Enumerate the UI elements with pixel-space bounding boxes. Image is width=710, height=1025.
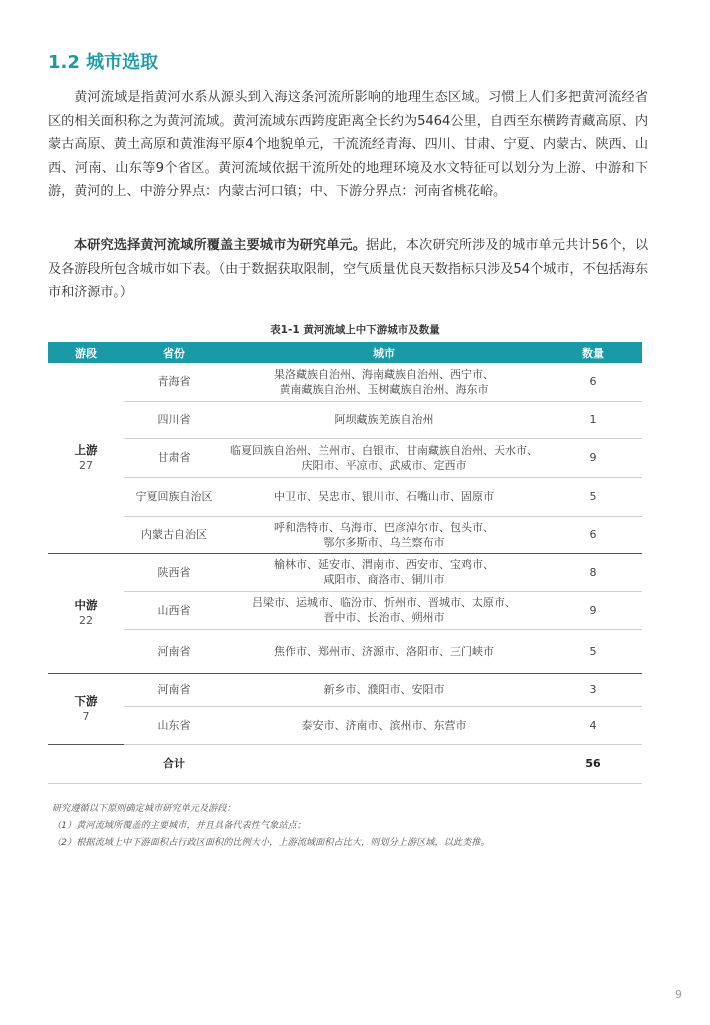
cities-line: 庆阳市、平凉市、武威市、定西市 — [301, 458, 467, 472]
count-cell: 5 — [544, 477, 642, 516]
note-item: （1）黄河流域所覆盖的主要城市，并且具备代表性气象站点； — [52, 820, 306, 831]
province-cell: 甘肃省 — [124, 438, 224, 477]
total-label: 合计 — [124, 744, 224, 783]
table-notes — [52, 800, 490, 851]
table-row — [48, 629, 642, 673]
count-cell: 8 — [544, 553, 642, 591]
cities-line: 阿坝藏族羌族自治州 — [334, 413, 434, 426]
province-cell: 山西省 — [124, 591, 224, 629]
cities-line: 吕梁市、运城市、临汾市、忻州市、晋城市、太原市、 — [252, 596, 516, 609]
cities-cell — [224, 363, 544, 401]
segment-lower-count: 7 — [82, 709, 90, 723]
table-row — [48, 516, 642, 553]
province-cell: 内蒙古自治区 — [124, 516, 224, 553]
count-cell: 1 — [544, 401, 642, 438]
segment-lower — [48, 673, 124, 744]
province-cell: 陕西省 — [124, 553, 224, 591]
city-table — [48, 342, 642, 784]
table-row — [48, 673, 642, 706]
cities-cell — [224, 401, 544, 438]
table-row — [48, 477, 642, 516]
total-count: 56 — [544, 744, 642, 783]
cities-line: 泰安市、济南市、滨州市、东营市 — [301, 718, 467, 732]
cities-line: 黄南藏族自治州、玉树藏族自治州、海东市 — [279, 382, 489, 396]
segment-upper-name: 上游 — [74, 442, 98, 457]
cities-line: 晋中市、长治市、朔州市 — [323, 611, 445, 624]
cities-line: 呼和浩特市、乌海市、巴彦淖尔市、包头市、 — [274, 520, 494, 534]
segment-middle-count: 22 — [79, 614, 93, 627]
page-number: 9 — [675, 988, 682, 1001]
segment-middle-name: 中游 — [74, 598, 98, 612]
cities-cell — [224, 591, 544, 629]
cities-cell — [224, 438, 544, 477]
province-cell: 四川省 — [124, 401, 224, 438]
table-header-row — [48, 342, 642, 363]
cities-line: 新乡市、濮阳市、安阳市 — [323, 683, 445, 696]
count-cell: 6 — [544, 363, 642, 401]
cities-cell — [224, 706, 544, 744]
method-paragraph-lead: 本研究选择黄河流域所覆盖主要城市为研究单元。 — [74, 238, 366, 253]
count-cell: 6 — [544, 516, 642, 553]
cities-line: 果洛藏族自治州、海南藏族自治州、西宁市、 — [274, 367, 494, 381]
header-cities: 城市 — [224, 342, 544, 363]
cities-cell — [224, 673, 544, 706]
cities-line: 焦作市、郑州市、济源市、洛阳市、三门峡市 — [274, 644, 494, 658]
cities-cell — [224, 477, 544, 516]
segment-upper-count: 27 — [79, 458, 93, 472]
total-empty — [224, 744, 544, 783]
count-cell: 4 — [544, 706, 642, 744]
province-cell: 山东省 — [124, 706, 224, 744]
table-row — [48, 591, 642, 629]
header-count: 数量 — [544, 342, 642, 363]
table-row — [48, 363, 642, 401]
header-province: 省份 — [124, 342, 224, 363]
segment-upper — [48, 363, 124, 553]
count-cell: 5 — [544, 629, 642, 673]
cities-cell — [224, 516, 544, 553]
cities-line: 咸阳市、商洛市、铜川市 — [323, 573, 445, 586]
cities-cell — [224, 629, 544, 673]
note-item: （2）根据流域上中下游面积占行政区面积的比例大小，上游流域面积占比大，则划分上游区域，以此类推。 — [52, 837, 490, 848]
section-title: 1.2 城市选取 — [48, 52, 159, 73]
cities-line: 榆林市、延安市、渭南市、西安市、宝鸡市、 — [274, 558, 494, 571]
province-cell: 河南省 — [124, 629, 224, 673]
count-cell: 9 — [544, 438, 642, 477]
method-paragraph-body: 据此，本次研究所涉及的城市单元共计56个，以及各游段所包含城市如下表。（由于数据获取限制，空气质量优良天数指标只涉及54个城市，不包括海东市和济源市。） — [48, 238, 648, 301]
table-row — [48, 438, 642, 477]
table-row — [48, 401, 642, 438]
cities-line: 中卫市、吴忠市、银川市、石嘴山市、固原市 — [274, 490, 494, 503]
count-cell: 3 — [544, 673, 642, 706]
table-caption: 表1-1 黄河流域上中下游城市及数量 — [270, 324, 440, 336]
method-paragraph — [48, 234, 648, 305]
header-segment: 游段 — [48, 342, 124, 363]
total-row — [48, 744, 642, 783]
province-cell: 青海省 — [124, 363, 224, 401]
segment-middle — [48, 553, 124, 673]
total-spacer — [48, 744, 124, 783]
cities-cell — [224, 553, 544, 591]
note-intro: 研究遵循以下原则确定城市研究单元及游段： — [52, 803, 236, 814]
table-row — [48, 553, 642, 591]
province-cell: 宁夏回族自治区 — [124, 477, 224, 516]
province-cell: 河南省 — [124, 673, 224, 706]
count-cell: 9 — [544, 591, 642, 629]
segment-lower-name: 下游 — [74, 693, 98, 708]
cities-line: 临夏回族自治州、兰州市、白银市、甘南藏族自治州、天水市、 — [230, 443, 538, 457]
intro-paragraph: 黄河流域是指黄河水系从源头到入海这条河流所影响的地理生态区域。习惯上人们多把黄河流经省区的相关面积称之为黄河流域。黄河流域东西跨度距离全长约为5464公里，自西至东横跨青藏高原、内蒙古高原、黄土高原和黄淮海平原4个地貌单元，干流流经青海、四川、甘肃、宁夏、内蒙古、陕西、山西、河南、山东等9个省区。黄河流域依据干流所处的地理环境及水文特征可以划分为上游、中游和下游，黄河的上、中游分界点：内蒙古河口镇；中、下游分界点：河南省桃花峪。 — [48, 90, 648, 200]
cities-line: 鄂尔多斯市、乌兰察布市 — [323, 535, 445, 549]
table-row — [48, 706, 642, 744]
